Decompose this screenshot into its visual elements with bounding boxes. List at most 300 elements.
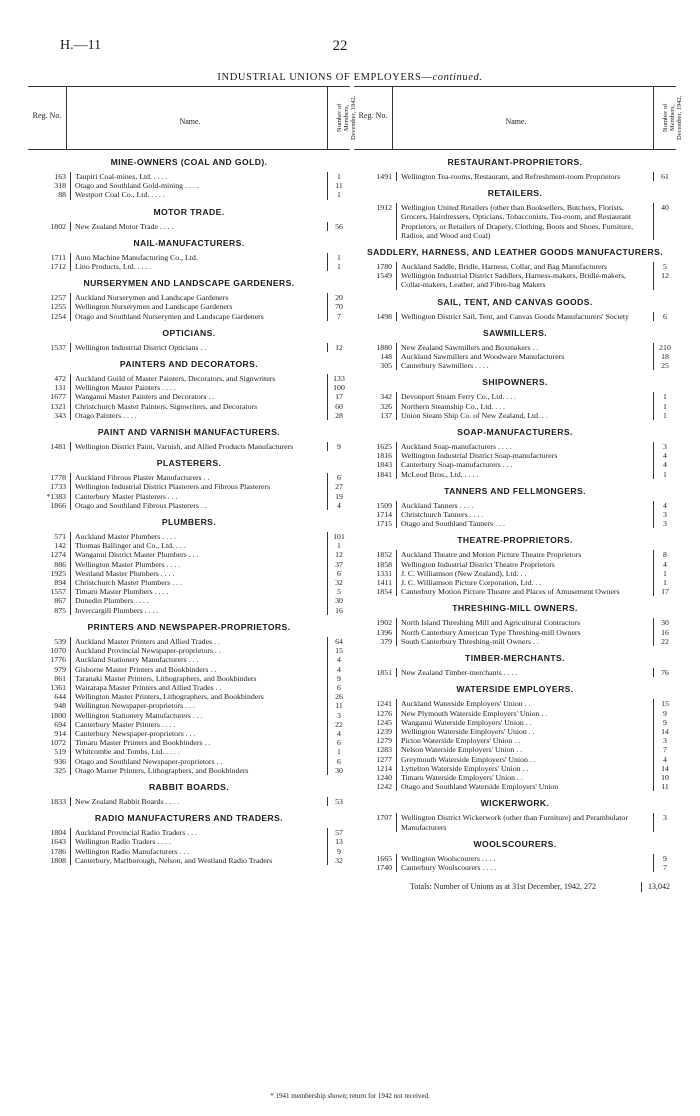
union-name: Auckland Stationery Manufacturers . . . xyxy=(71,655,328,664)
reg-number: *1383 xyxy=(28,492,71,501)
table-row xyxy=(28,541,350,550)
member-count: 57 xyxy=(335,828,343,838)
table-row xyxy=(28,729,350,738)
section-table xyxy=(354,203,676,240)
reg-number: 861 xyxy=(28,674,71,683)
table-row xyxy=(28,828,350,837)
reg-number: 1852 xyxy=(354,550,397,559)
reg-number: 1072 xyxy=(28,738,71,747)
reg-number: 1776 xyxy=(28,655,71,664)
union-name: Wellington District Paint, Varnish, and Allied Products Manufacturers xyxy=(71,442,328,451)
table-row xyxy=(28,569,350,578)
reg-number: 1509 xyxy=(354,501,397,510)
table-row xyxy=(28,720,350,729)
table-row xyxy=(354,470,676,479)
section xyxy=(354,188,676,240)
reg-number: 894 xyxy=(28,578,71,587)
union-name: Canterbury Motion Picture Theatre and Places of Amusement Owners xyxy=(397,587,654,596)
unions-table xyxy=(28,86,683,1086)
reg-number: 88 xyxy=(28,190,71,199)
union-name: Wellington Industrial District Plasterers and Fibrous Plasterers xyxy=(71,482,328,491)
reg-number: 1537 xyxy=(28,343,71,352)
section xyxy=(28,278,350,321)
table-row xyxy=(354,668,676,677)
right-column xyxy=(354,86,683,1086)
table-row xyxy=(28,172,350,181)
member-count: 6 xyxy=(337,473,341,483)
union-name: J. C. Williamson Picture Corporation, Ltd. . . xyxy=(397,578,654,587)
table-row xyxy=(354,718,676,727)
left-column xyxy=(28,86,357,1086)
table-row xyxy=(28,701,350,710)
reg-number: 1242 xyxy=(354,782,397,791)
reg-number: 1331 xyxy=(354,569,397,578)
member-count: 6 xyxy=(337,682,341,692)
member-count: 4 xyxy=(337,728,341,738)
member-count: 30 xyxy=(661,618,669,628)
section-table xyxy=(28,374,350,420)
union-name: North Canterbury American Type Threshing-mill Owners xyxy=(397,628,654,637)
union-name: Auckland Master Plumbers . . . . xyxy=(71,532,328,541)
union-name: Wellington Industrial District Opticians . . xyxy=(71,343,328,352)
union-name: New Zealand Sawmillers and Boxmakers . . xyxy=(397,343,654,352)
reg-number: 694 xyxy=(28,720,71,729)
member-count: 15 xyxy=(661,699,669,709)
reg-number: 1491 xyxy=(354,172,397,181)
section-title: SOAP-MANUFACTURERS. xyxy=(457,427,573,438)
reg-number: 1643 xyxy=(28,837,71,846)
reg-number: 1851 xyxy=(354,668,397,677)
table-row xyxy=(28,302,350,311)
member-count: 101 xyxy=(333,532,345,542)
union-name: Nelson Waterside Employers' Union . . xyxy=(397,745,654,754)
table-row xyxy=(28,757,350,766)
column-header xyxy=(354,86,683,150)
member-count: 3 xyxy=(663,736,667,746)
reg-number: 1239 xyxy=(354,727,397,736)
member-count: 16 xyxy=(661,627,669,637)
member-count: 60 xyxy=(335,401,343,411)
member-count: 22 xyxy=(661,636,669,646)
table-row xyxy=(28,847,350,856)
table-row xyxy=(28,482,350,491)
member-count: 1 xyxy=(337,190,341,200)
section xyxy=(28,427,350,451)
union-name: Auto Machine Manufacturing Co., Ltd. xyxy=(71,253,328,262)
member-count: 1 xyxy=(663,410,667,420)
union-name: Canterbury Master Plasterers . . . xyxy=(71,492,328,501)
union-name: Otago and Southland Waterside Employers' Union xyxy=(397,782,654,791)
reg-number: 1254 xyxy=(28,312,71,321)
table-row xyxy=(354,618,676,627)
section-title: SADDLERY, HARNESS, AND LEATHER GOODS MANUFACTURERS. xyxy=(366,247,664,258)
union-name: Wellington United Retailers (other than Booksellers, Butchers, Florists, Grocers, Hairdressers, Opticians, Tobacconists, Tea-room, and Restaurant Proprietors, or Retailers of Drapery, Clothing, Boots and Shoes, Furniture, Radios, and Wood and Coal) xyxy=(397,203,654,240)
member-count: 3 xyxy=(663,519,667,529)
union-name: Canterbury, Marlborough, Nelson, and Westland Radio Traders xyxy=(71,856,328,865)
union-name: Wellington Master Printers, Lithographers, and Bookbinders xyxy=(71,692,328,701)
table-row xyxy=(28,637,350,646)
table-row xyxy=(28,683,350,692)
reg-number: 1070 xyxy=(28,646,71,655)
member-count: 61 xyxy=(661,172,669,181)
reg-number: 1321 xyxy=(28,402,71,411)
reg-number: 1866 xyxy=(28,501,71,510)
table-row xyxy=(28,578,350,587)
table-row xyxy=(28,473,350,482)
reg-number: 1396 xyxy=(354,628,397,637)
section xyxy=(354,247,676,290)
table-row xyxy=(354,392,676,401)
union-name: Wellington Tea-rooms, Restaurant, and Refreshment-room Proprietors xyxy=(397,172,654,181)
section-table xyxy=(354,392,676,420)
reg-number: 914 xyxy=(28,729,71,738)
section xyxy=(28,622,350,775)
member-count: 70 xyxy=(335,302,343,312)
reg-number: 979 xyxy=(28,665,71,674)
union-name: Auckland Theatre and Motion Picture Theatre Proprietors xyxy=(397,550,654,559)
union-name: Taupiri Coal-mines, Ltd. . . . . xyxy=(71,172,328,181)
reg-number: 1255 xyxy=(28,302,71,311)
section xyxy=(354,486,676,529)
union-name: Canterbury Master Printers . . . . xyxy=(71,720,328,729)
page-number: 22 xyxy=(332,38,348,54)
reg-no-header: Reg. No. xyxy=(32,111,62,120)
name-header: Name. xyxy=(505,117,527,126)
table-row xyxy=(354,813,676,831)
member-count: 6 xyxy=(337,756,341,766)
union-name: Otago and Southland Nurserymen and Landscape Gardeners xyxy=(71,312,328,321)
member-count: 16 xyxy=(335,605,343,615)
member-count: 6 xyxy=(663,311,667,321)
table-row xyxy=(354,510,676,519)
table-row xyxy=(28,646,350,655)
reg-number: 1800 xyxy=(28,711,71,720)
reg-number: 1283 xyxy=(354,745,397,754)
reg-number: 1902 xyxy=(354,618,397,627)
member-count: 26 xyxy=(335,692,343,702)
section-title: MINE-OWNERS (COAL AND GOLD). xyxy=(110,157,268,167)
member-count: 11 xyxy=(335,701,343,711)
section-title: PLUMBERS. xyxy=(161,517,217,528)
member-count: 1 xyxy=(337,252,341,262)
union-name: Auckland Nurserymen and Landscape Gardeners xyxy=(71,293,328,302)
reg-number: 1802 xyxy=(28,222,71,231)
union-name: Wellington Waterside Employers' Union . . xyxy=(397,727,654,736)
member-count: 4 xyxy=(337,664,341,674)
totals-row xyxy=(354,882,676,892)
table-row xyxy=(354,699,676,708)
member-count: 9 xyxy=(663,853,667,863)
union-name: Otago Painters . . . . xyxy=(71,411,328,420)
table-row xyxy=(354,863,676,872)
union-name: Auckland Tanners . . . . xyxy=(397,501,654,510)
reg-number: 1665 xyxy=(354,854,397,863)
section-title: NURSERYMEN AND LANDSCAPE GARDENERS. xyxy=(83,278,295,289)
table-row xyxy=(354,501,676,510)
member-count: 53 xyxy=(335,796,343,806)
table-row xyxy=(28,797,350,806)
table-row xyxy=(354,411,676,420)
table-row xyxy=(354,550,676,559)
section-table xyxy=(354,550,676,596)
member-count: 1 xyxy=(663,568,667,578)
section-title: MOTOR TRADE. xyxy=(153,206,225,217)
table-row xyxy=(28,492,350,501)
section-table xyxy=(28,473,350,510)
section xyxy=(28,458,350,510)
section xyxy=(354,157,676,181)
table-row xyxy=(28,253,350,262)
member-count: 1 xyxy=(663,401,667,411)
reg-number: 1778 xyxy=(28,473,71,482)
table-row xyxy=(28,374,350,383)
reg-number: 1843 xyxy=(354,460,397,469)
reg-number: 1733 xyxy=(28,482,71,491)
section-table xyxy=(354,262,676,290)
member-count: 1 xyxy=(337,541,341,551)
member-count: 12 xyxy=(335,342,343,352)
reg-number: 948 xyxy=(28,701,71,710)
union-name: Wellington Woolscourers . . . . xyxy=(397,854,654,863)
section-title: THEATRE-PROPRIETORS. xyxy=(457,535,573,546)
member-count: 4 xyxy=(337,500,341,510)
union-name: Wairarapa Master Printers and Allied Trades . . xyxy=(71,683,328,692)
member-count: 32 xyxy=(335,855,343,865)
section xyxy=(354,684,676,791)
left-column-body xyxy=(28,157,350,865)
member-count: 5 xyxy=(663,262,667,272)
member-count: 27 xyxy=(335,482,343,492)
reg-number: 137 xyxy=(354,411,397,420)
page-header xyxy=(60,38,640,58)
member-count: 19 xyxy=(335,491,343,501)
member-count: 3 xyxy=(663,442,667,452)
table-row xyxy=(354,172,676,181)
section xyxy=(354,603,676,646)
union-name: McLeod Bros., Ltd. . . . . xyxy=(397,470,654,479)
table-row xyxy=(354,203,676,240)
reg-number: 472 xyxy=(28,374,71,383)
section xyxy=(28,328,350,352)
table-row xyxy=(354,560,676,569)
section-table xyxy=(28,172,350,200)
column-header xyxy=(28,86,357,150)
reg-number: 936 xyxy=(28,757,71,766)
reg-number: 1740 xyxy=(354,863,397,872)
union-name: Wellington District Sail, Tent, and Canvas Goods Manufacturers' Society xyxy=(397,312,654,321)
union-name: South Canterbury Threshing-mill Owners . . xyxy=(397,637,654,646)
member-count: 6 xyxy=(337,738,341,748)
union-name: Timaru Master Printers and Bookbinders . . xyxy=(71,738,328,747)
member-count: 4 xyxy=(663,451,667,461)
reg-number: 519 xyxy=(28,747,71,756)
member-count: 1 xyxy=(337,262,341,272)
reg-number: 1279 xyxy=(354,736,397,745)
member-count: 76 xyxy=(661,668,669,678)
table-row xyxy=(28,293,350,302)
section-title: WICKERWORK. xyxy=(480,798,550,809)
section-table xyxy=(354,343,676,371)
section-title: THRESHING-MILL OWNERS. xyxy=(452,603,578,614)
union-name: Wellington Radio Traders . . . . xyxy=(71,837,328,846)
reg-number: 1214 xyxy=(354,764,397,773)
union-name: Wanganui District Master Plumbers . . . xyxy=(71,550,328,559)
union-name: Wellington Newspaper-proprietors . . . xyxy=(71,701,328,710)
section xyxy=(28,238,350,271)
section-title: RABBIT BOARDS. xyxy=(148,781,230,792)
member-count: 15 xyxy=(335,646,343,656)
union-name: Wellington Master Plumbers . . . . xyxy=(71,560,328,569)
table-row xyxy=(354,451,676,460)
reg-number: 1677 xyxy=(28,392,71,401)
union-name: Devonport Steam Ferry Co., Ltd. . . . xyxy=(397,392,654,401)
section-table xyxy=(354,312,676,321)
page-title-main: INDUSTRIAL UNIONS OF EMPLOYERS— xyxy=(217,72,433,83)
union-name: Wellington Industrial District Saddlers, Harness-makers, Bridle-makers, Collar-makers, Leather, and Fibre-bag Makers xyxy=(397,271,654,289)
table-row xyxy=(354,764,676,773)
member-count: 11 xyxy=(335,181,343,191)
union-name: Wanganui Master Painters and Decorators . . xyxy=(71,392,328,401)
section-table xyxy=(354,668,676,677)
union-name: Northern Steamship Co., Ltd. . . . xyxy=(397,402,654,411)
union-name: Greymouth Waterside Employers' Union . . xyxy=(397,755,654,764)
section-title: PAINTERS AND DECORATORS. xyxy=(119,359,259,370)
table-row xyxy=(28,383,350,392)
section-title: TANNERS AND FELLMONGERS. xyxy=(444,485,586,496)
table-row xyxy=(354,637,676,646)
union-name: Westport Coal Co., Ltd. . . . . xyxy=(71,190,328,199)
reg-number: 1276 xyxy=(354,709,397,718)
member-count: 56 xyxy=(335,221,343,231)
member-count: 100 xyxy=(333,383,345,393)
union-name: Lyttelton Waterside Employers' Union . . xyxy=(397,764,654,773)
reg-number: 867 xyxy=(28,596,71,605)
reg-number: 305 xyxy=(354,361,397,370)
union-name: Dunedin Plumbers . . . . xyxy=(71,596,328,605)
reg-number: 1625 xyxy=(354,442,397,451)
table-row xyxy=(28,222,350,231)
table-row xyxy=(28,856,350,865)
section xyxy=(354,377,676,420)
table-row xyxy=(28,665,350,674)
member-count: 32 xyxy=(335,578,343,588)
member-count: 3 xyxy=(663,510,667,520)
section xyxy=(28,359,350,420)
union-name: New Plymouth Waterside Employers' Union . . xyxy=(397,709,654,718)
table-row xyxy=(354,352,676,361)
reg-number: 1808 xyxy=(28,856,71,865)
table-row xyxy=(28,560,350,569)
table-row xyxy=(354,736,676,745)
section-table xyxy=(354,854,676,872)
union-name: Whitcombe and Tombs, Ltd. . . . . xyxy=(71,747,328,756)
union-name: Auckland Fibrous Plaster Manufacturers . . xyxy=(71,473,328,482)
section-table xyxy=(354,699,676,791)
reg-number: 379 xyxy=(354,637,397,646)
section-title: RETAILERS. xyxy=(487,188,543,199)
union-name: Wellington Industrial District Theatre Proprietors xyxy=(397,560,654,569)
section-title: OPTICIANS. xyxy=(162,327,216,338)
section-title: SAWMILLERS. xyxy=(482,327,548,338)
reg-number: 342 xyxy=(354,392,397,401)
reg-number: 571 xyxy=(28,532,71,541)
table-row xyxy=(28,190,350,199)
union-name: Otago and Southland Newspaper-proprietors . . xyxy=(71,757,328,766)
union-name: Picton Waterside Employers' Union . . xyxy=(397,736,654,745)
member-count: 7 xyxy=(337,311,341,321)
reg-number: 644 xyxy=(28,692,71,701)
table-row xyxy=(28,532,350,541)
member-count: 37 xyxy=(335,559,343,569)
page-title xyxy=(0,72,700,83)
table-row xyxy=(28,692,350,701)
table-row xyxy=(28,837,350,846)
section-title: NAIL-MANUFACTURERS. xyxy=(133,237,245,248)
reg-number: 318 xyxy=(28,181,71,190)
member-count: 9 xyxy=(663,708,667,718)
member-count: 17 xyxy=(335,392,343,402)
section-title: WATERSIDE EMPLOYERS. xyxy=(456,684,574,695)
table-row xyxy=(28,747,350,756)
section-table xyxy=(354,618,676,646)
union-name: Otago and Southland Tanners . . . xyxy=(397,519,654,528)
union-name: Taranaki Master Printers, Lithographers, and Bookbinders xyxy=(71,674,328,683)
table-row xyxy=(28,181,350,190)
table-row xyxy=(354,709,676,718)
reg-number: 1858 xyxy=(354,560,397,569)
table-row xyxy=(28,655,350,664)
reg-number: 1841 xyxy=(354,470,397,479)
reg-number: 1240 xyxy=(354,773,397,782)
member-count: 13 xyxy=(335,837,343,847)
reg-number: 875 xyxy=(28,606,71,615)
reg-number: 1780 xyxy=(354,262,397,271)
table-row xyxy=(354,569,676,578)
table-row xyxy=(28,411,350,420)
section xyxy=(354,328,676,371)
union-name: Auckland Guild of Master Painters, Decorators, and Signwriters xyxy=(71,374,328,383)
union-name: Auckland Provincial Radio Traders . . . xyxy=(71,828,328,837)
union-name: Wellington District Wickerwork (other than Furniture) and Perambulator Manufacturers xyxy=(397,813,654,831)
members-header: Number of Members, December, 1942. xyxy=(336,95,357,141)
table-row xyxy=(354,773,676,782)
table-row xyxy=(28,262,350,271)
table-row xyxy=(354,854,676,863)
union-name: Auckland Waterside Employers' Union . . xyxy=(397,699,654,708)
section xyxy=(354,297,676,321)
member-count: 3 xyxy=(663,813,667,823)
table-row xyxy=(28,596,350,605)
union-name: New Zealand Motor Trade . . . . xyxy=(71,222,328,231)
member-count: 20 xyxy=(335,293,343,303)
table-row xyxy=(354,727,676,736)
table-row xyxy=(28,343,350,352)
section-table xyxy=(354,501,676,529)
union-name: Canterbury Soap-manufacturers . . . xyxy=(397,460,654,469)
union-name: Otago Master Printers, Lithographers, and Bookbinders xyxy=(71,766,328,775)
member-count: 3 xyxy=(337,710,341,720)
union-name: Otago and Southland Gold-mining . . . . xyxy=(71,181,328,190)
member-count: 40 xyxy=(661,203,669,213)
reg-number: 1912 xyxy=(354,203,397,240)
union-name: Lino Products, Ltd. . . . . xyxy=(71,262,328,271)
union-name: Timaru Waterside Employers' Union . . xyxy=(397,773,654,782)
member-count: 5 xyxy=(337,587,341,597)
table-row xyxy=(28,442,350,451)
union-name: Wellington Nurserymen and Landscape Gardeners xyxy=(71,302,328,311)
union-name: New Zealand Timber-merchants . . . . xyxy=(397,668,654,677)
member-count: 4 xyxy=(663,754,667,764)
